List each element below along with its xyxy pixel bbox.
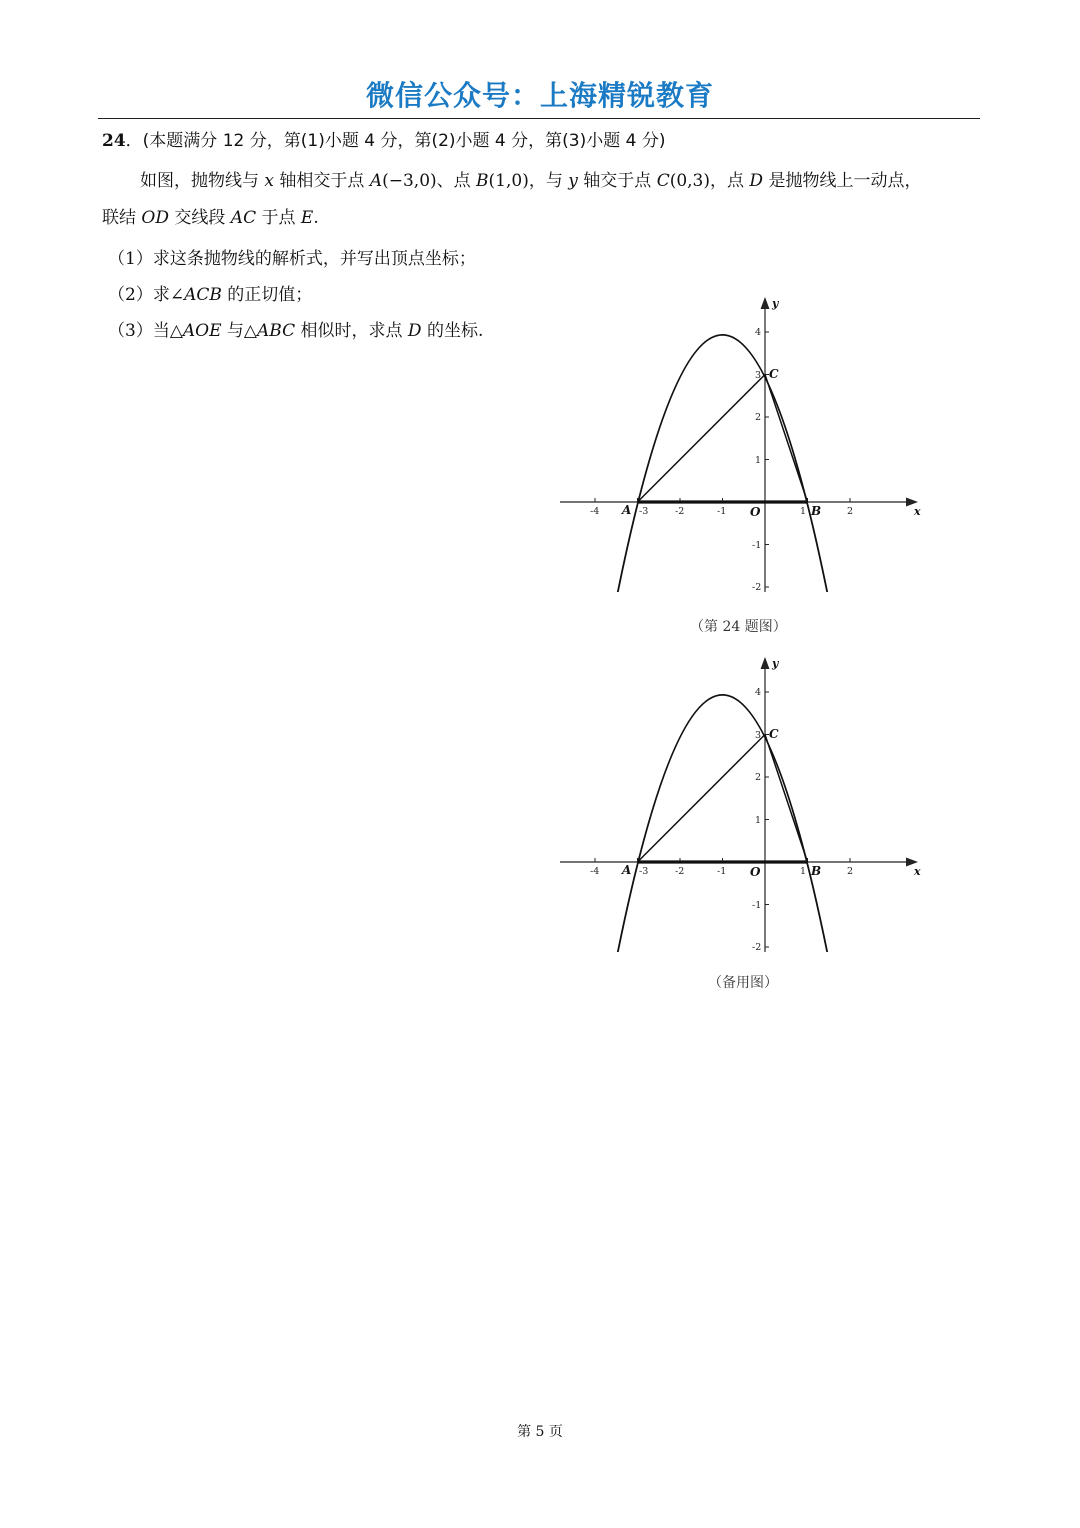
stem-var: AC xyxy=(230,208,257,228)
x-tick-label: -4 xyxy=(590,506,600,517)
y-tick-label: -2 xyxy=(752,942,762,953)
question-meta: ．(本题满分 12 分，第(1)小题 4 分，第(2)小题 4 分，第(3)小题 4 分) xyxy=(125,131,666,151)
stem-text: (1,0)，与 xyxy=(488,171,569,191)
stem-var: OD xyxy=(141,208,169,228)
x-tick-label: 2 xyxy=(847,866,854,877)
x-tick-label: -4 xyxy=(590,866,600,877)
y-axis-arrow xyxy=(761,297,770,309)
x-axis-label: x xyxy=(914,865,921,878)
y-tick-label: 3 xyxy=(755,730,762,741)
question-heading xyxy=(102,126,666,151)
stem-text: . xyxy=(313,208,319,228)
point-b-label: B xyxy=(811,504,822,518)
part-text: 相似时，求点 xyxy=(295,321,408,341)
part-var: AOE xyxy=(182,321,222,341)
x-tick-label: -2 xyxy=(675,866,685,877)
part-text: （1）求这条抛物线的解析式，并写出顶点坐标； xyxy=(108,249,476,269)
stem-var: C xyxy=(656,171,670,191)
point-a-label: A xyxy=(622,503,632,517)
part-var: D xyxy=(407,321,422,341)
stem-var: y xyxy=(568,171,578,191)
tick-marks xyxy=(595,692,850,947)
y-axis-label: y xyxy=(772,297,779,310)
y-tick-label: 1 xyxy=(755,815,762,826)
part-var: ACB xyxy=(184,285,222,305)
stem-var: D xyxy=(749,171,764,191)
stem-text: 于点 xyxy=(256,208,301,228)
stem-var: x xyxy=(264,171,274,191)
y-tick-label: 4 xyxy=(755,687,762,698)
header-divider xyxy=(98,118,980,119)
x-tick-label: -3 xyxy=(639,866,649,877)
spare-parabola-graph xyxy=(555,656,925,956)
stem-text: (−3,0)、点 xyxy=(382,171,477,191)
parabola-curve xyxy=(616,695,829,956)
x-tick-label: 1 xyxy=(800,866,807,877)
part-var: ABC xyxy=(257,321,296,341)
x-tick-label: -3 xyxy=(639,506,649,517)
question-number: 24 xyxy=(102,131,126,151)
part-text: （3）当△ xyxy=(108,321,183,341)
stem-text: 轴交于点 xyxy=(577,171,657,191)
stem-text: 如图，抛物线与 xyxy=(140,171,265,191)
x-axis-label: x xyxy=(914,505,921,518)
x-tick-label: -2 xyxy=(675,506,685,517)
y-tick-label: 3 xyxy=(755,370,762,381)
y-tick-label: 2 xyxy=(755,412,762,423)
stem-var: A xyxy=(369,171,383,191)
sub-question-2 xyxy=(108,280,312,305)
stem-text: 是抛物线上一动点， xyxy=(763,171,922,191)
header-title: 微信公众号：上海精锐教育 xyxy=(365,79,714,112)
x-tick-label: 2 xyxy=(847,506,854,517)
x-tick-label: -1 xyxy=(717,506,727,517)
y-tick-label: -1 xyxy=(752,900,762,911)
stem-line-2 xyxy=(102,200,982,237)
y-axis-label: y xyxy=(772,657,779,670)
x-tick-label: -1 xyxy=(717,866,727,877)
part-text: （2）求∠ xyxy=(108,285,185,305)
y-tick-label: 1 xyxy=(755,455,762,466)
x-tick-label: 1 xyxy=(800,506,807,517)
stem-text: 轴相交于点 xyxy=(274,171,370,191)
question-stem xyxy=(102,163,982,237)
tick-marks xyxy=(595,332,850,587)
y-tick-label: -1 xyxy=(752,540,762,551)
parabola-graph xyxy=(555,296,925,596)
y-tick-label: 4 xyxy=(755,327,762,338)
figure-caption: （备用图） xyxy=(708,975,778,991)
point-c-label: C xyxy=(769,367,779,381)
stem-text: 交线段 xyxy=(168,208,231,228)
origin-label: O xyxy=(750,865,761,879)
part-text: 的坐标. xyxy=(421,321,484,341)
page-number: 第 5 页 xyxy=(517,1424,563,1440)
y-tick-label: 2 xyxy=(755,772,762,783)
stem-var: B xyxy=(476,171,489,191)
sub-question-1 xyxy=(108,244,476,269)
point-a-label: A xyxy=(622,863,632,877)
part-text: 的正切值； xyxy=(221,285,313,305)
point-b-label: B xyxy=(811,864,822,878)
stem-text: (0,3)，点 xyxy=(669,171,750,191)
parabola-curve xyxy=(616,335,829,596)
stem-text: 联结 xyxy=(102,208,142,228)
y-tick-label: -2 xyxy=(752,582,762,593)
stem-var: E xyxy=(300,208,314,228)
part-text: 与△ xyxy=(221,321,257,341)
point-c-label: C xyxy=(769,727,779,741)
origin-label: O xyxy=(750,505,761,519)
sub-question-3 xyxy=(108,316,483,341)
y-axis-arrow xyxy=(761,657,770,669)
stem-line-1 xyxy=(102,163,982,200)
figure-caption: （第 24 题图） xyxy=(690,619,787,635)
